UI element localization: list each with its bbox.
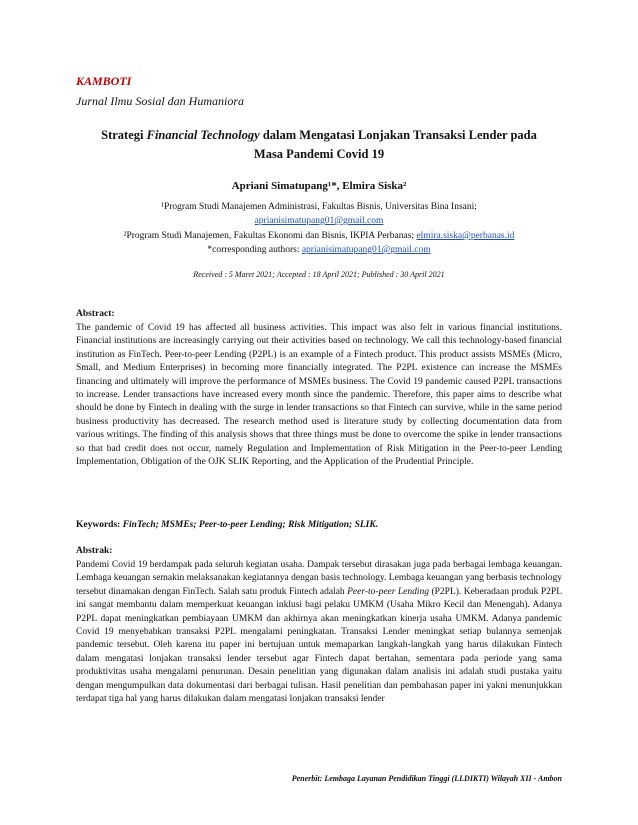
affiliation-2 (60, 229, 578, 243)
affiliation-1-email-link[interactable]: aprianisimatupang01@gmail.com (254, 216, 384, 226)
title-part2: dalam Mengatasi Lonjakan Transaksi Lender pada (259, 128, 537, 142)
corresponding-author (60, 243, 578, 257)
abstract-text: The pandemic of Covid 19 has affected all business activities. This impact was also felt in various financial institutions. Financial institutions are increasingly carrying out their activities based on technology. We call this technology-based financial institution as FinTech. Peer-to-peer Lending (P2PL) is an example of a Fintech product. This product assists MSMEs (Micro, Small, and Medium Enterprises) in becoming more financially integrated. The P2PL existence can increase the MSMEs financing and ultimately will improve the performance of MSMEs business. The Covid 19 pandemic caused P2PL transactions to increase. Lender transactions have increased every month since the pandemic. Therefore, this paper aims to describe what should be done by Fintech in dealing with the surge in lender transactions so that Fintech can survive, while in the same period business productivity has decreased. The research method used is literature study by collecting documentation data from various writings. The finding of this analysis shows that three things must be done to overcome the spike in lender transactions so that bad credit does not occur, namely Regulation and Implementation of Risk Mitigation in the Peer-to-peer Lending Implementation, Obligation of the OJK SLIK Reporting, and the Application of the Prudential Principle. (76, 323, 562, 468)
publication-dates: Received : 5 Maret 2021; Accepted : 18 April 2021; Published : 30 April 2021 (193, 270, 445, 279)
journal-name: Jurnal Ilmu Sosial dan Humaniora (76, 94, 244, 108)
authors: Apriani Simatupang¹*, Elmira Siska² (231, 180, 407, 192)
corresponding-email-link[interactable]: aprianisimatupang01@gmail.com (301, 245, 431, 255)
abstrak-italic: Peer-to-peer Lending (347, 586, 430, 597)
affiliation-2-email-link[interactable]: elmira.siska@perbanas.id (416, 231, 515, 241)
title-line2: Masa Pandemi Covid 19 (253, 147, 385, 161)
publisher-footer: Penerbit: Lembaga Layanan Pendidikan Tinggi (LLDIKTI) Wilayah XII - Ambon (291, 774, 562, 783)
keywords-label: Keywords: (76, 520, 121, 530)
journal-code: KAMBOTI (76, 74, 132, 88)
keywords-text: FinTech; MSMEs; Peer-to-peer Lending; Risk Mitigation; SLIK. (120, 520, 379, 530)
keywords (76, 520, 378, 530)
affiliation-1 (60, 200, 578, 228)
paper-title (76, 126, 562, 164)
abstract-heading: Abstract: (76, 309, 115, 319)
abstrak-text-before: Pandemi Covid 19 berdampak pada seluruh kegiatan usaha. Dampak tersebut dirasakan juga pada berbagai lembaga keuangan. Lembaga keuangan semakin melaksanakan kegiatannya dengan basis technology. Lembaga keuangan yang berbasis technology tersebut dinamakan dengan FinTech. Salah satu produk Fintech adalah (76, 560, 562, 597)
corresponding-label: *corresponding authors: (207, 245, 300, 255)
abstrak-heading: Abstrak: (76, 546, 113, 556)
abstrak-text (76, 559, 562, 706)
affiliation-2-text: ²Program Studi Manajemen, Fakultas Ekonomi dan Bisnis, IKPIA Perbanas; (123, 231, 415, 241)
abstrak-text-after: (P2PL). Keberadaan produk P2PL ini sangat membantu dalam memperkuat keuangan inklusi bagi pelaku UMKM (Usaha Mikro Kecil dan Menengah). Adanya P2PL dapat meningkatkan pembiayaan UMKM dan akhirnya akan meningkatkan kinerja usaha UMKM. Adanya pandemic Covid 19 menyebabkan transaksi P2PL mengalami peningkatan. Transaksi Lender meningkat setiap bulannya semenjak pandemic tersebut. Oleh karena itu paper ini bertujuan untuk memaparkan langkah-langkah yang harus dilakukan Fintech dalam mengatasi lonjakan transaksi lender tersebut agar Fintech dapat bertahan, sementara pada periode yang sama produktivitas usaha mengalami penurunan. Desain penelitian yang digunakan dalam analisis ini adalah studi pustaka yaitu dengan mengumpulkan data dokumentasi dari berbagai tulisan. Hasil penelitian dan pembahasan paper ini yakni menunjukkan terdapat tiga hal yang harus dilakukan dalam mengatasi lonjakan transaksi lender (76, 586, 562, 705)
title-part1: Strategi (101, 128, 147, 142)
title-italic: Financial Technology (146, 128, 260, 142)
affiliation-1-text: ¹Program Studi Manajemen Administrasi, Fakultas Bisnis, Universitas Bina Insani; (161, 202, 477, 212)
